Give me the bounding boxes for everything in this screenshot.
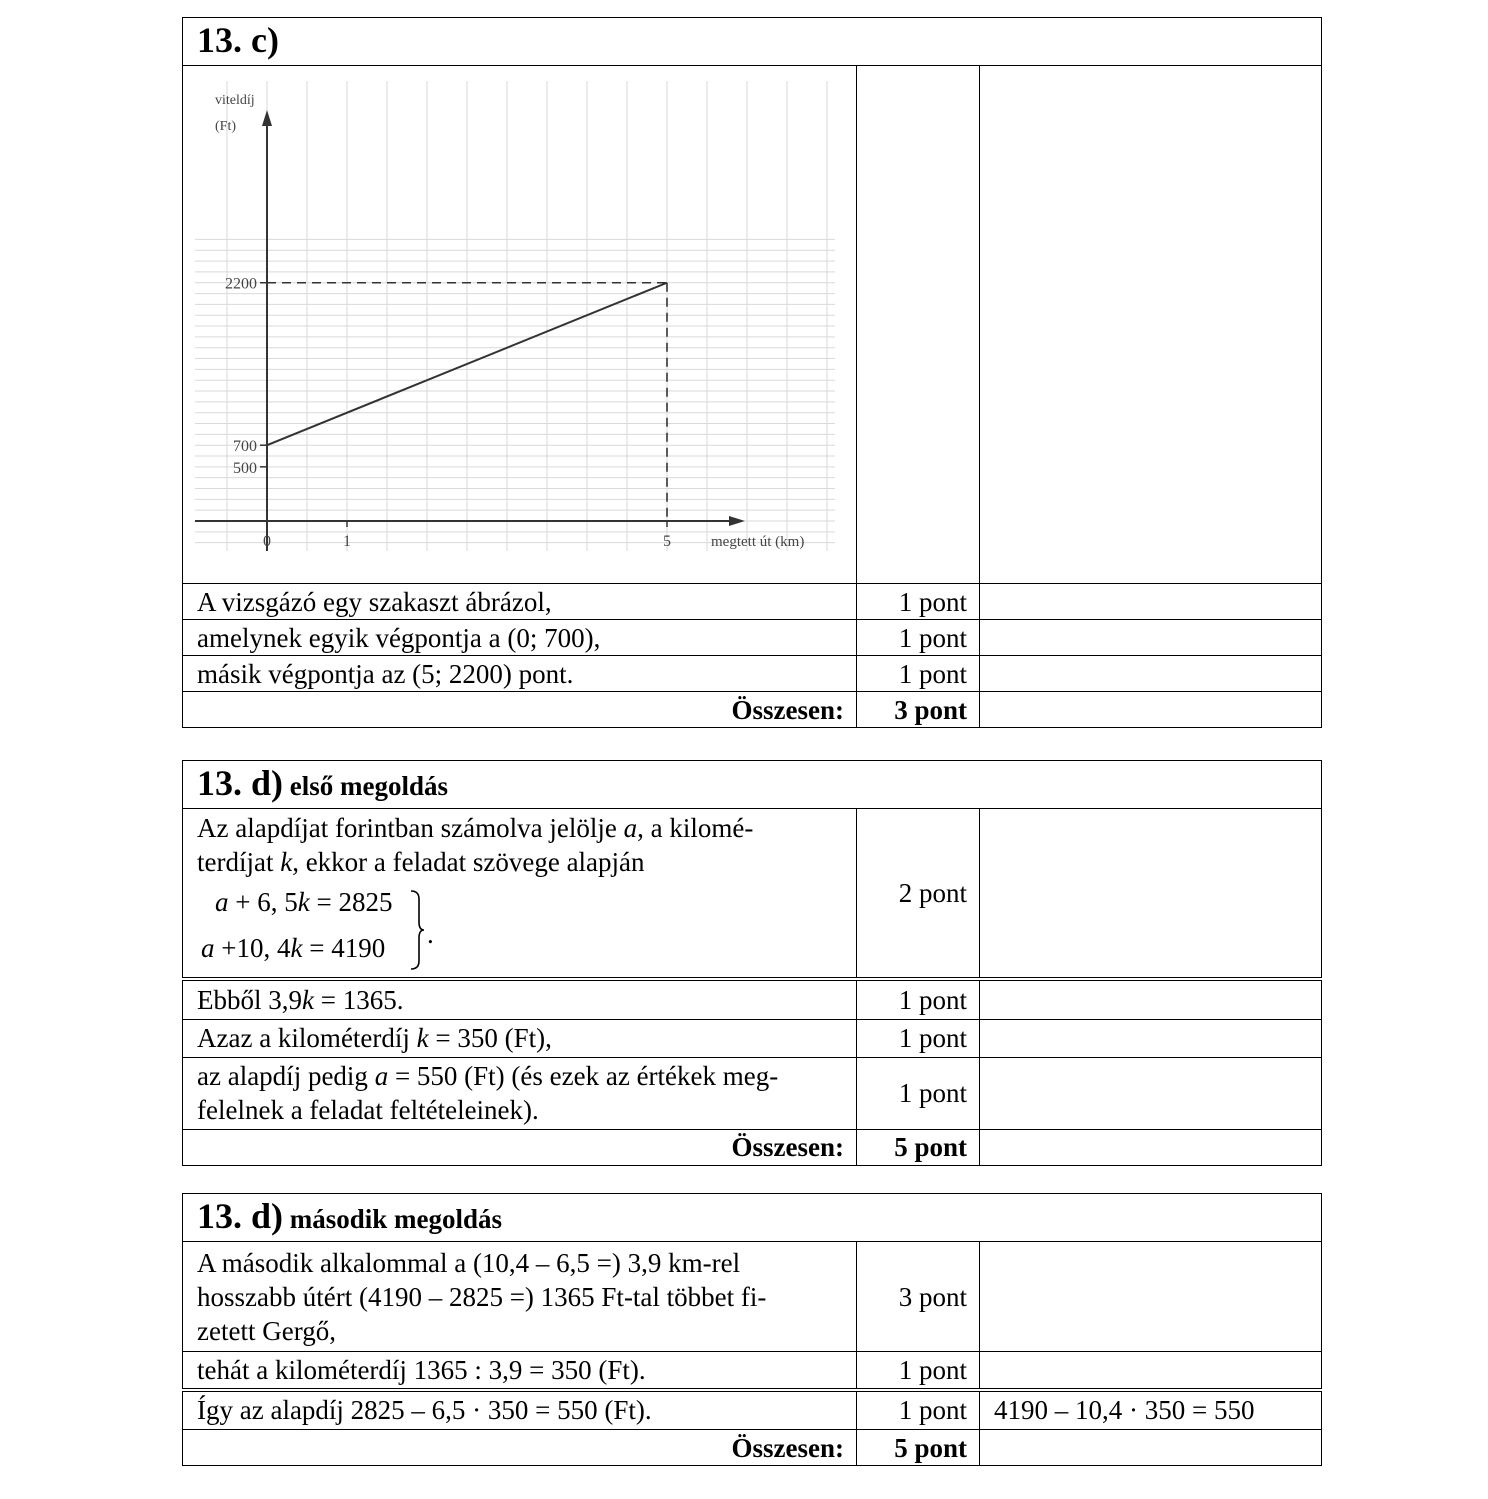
x-tick-label: 1	[343, 533, 351, 550]
c-row-1-note	[980, 584, 1322, 620]
y-tick-label: 2200	[225, 275, 257, 293]
c-total-label: Összesen:	[183, 692, 857, 728]
c-total-points: 3 pont	[857, 692, 980, 728]
x-axis-label: megtett út (km)	[711, 534, 805, 550]
x-tick-label: 5	[663, 533, 671, 550]
section-13d-first	[182, 760, 1322, 1166]
d2-row-1-text: A második alkalommal a (10,4 – 6,5 =) 3,9 km-rel hosszabb útért (4190 – 2825 =) 1365 Ft-tal többet fi- zetett Gergő,	[183, 1242, 857, 1352]
d1-row-3-points: 1 pont	[857, 1057, 980, 1129]
y-axis-unit-label: (Ft)	[215, 119, 236, 134]
d1-total-label: Összesen:	[183, 1129, 857, 1165]
d1-row-1-note	[980, 979, 1322, 1019]
d2-row-1-points: 3 pont	[857, 1242, 980, 1352]
d1-row-1-points: 1 pont	[857, 979, 980, 1019]
c-row-1-points: 1 pont	[857, 584, 980, 620]
c-row-3-text: másik végpontja az (5; 2200) pont.	[183, 656, 857, 692]
y-axis-arrow	[262, 110, 272, 126]
c-row-2-points: 1 pont	[857, 620, 980, 656]
d2-row-3-points: 1 pont	[857, 1390, 980, 1430]
d1-intro-note	[980, 809, 1322, 980]
d1-intro-points: 2 pont	[857, 809, 980, 980]
d1-row-2-note	[980, 1019, 1322, 1057]
d2-total-points: 5 pont	[857, 1430, 980, 1466]
section-13d-second	[182, 1193, 1322, 1466]
c-row-2-note	[980, 620, 1322, 656]
d1-row-2-text: Azaz a kilométerdíj k = 350 (Ft),	[183, 1019, 857, 1057]
d2-total-label: Összesen:	[183, 1430, 857, 1466]
section-13d-first-title: 13. d) első megoldás	[183, 761, 1322, 809]
d1-row-3-note	[980, 1057, 1322, 1129]
section-13d-second-title: 13. d) második megoldás	[183, 1194, 1322, 1242]
y-tick-label: 700	[233, 438, 257, 456]
d1-total-note	[980, 1129, 1322, 1165]
c-row-1-text: A vizsgázó egy szakaszt ábrázol,	[183, 584, 857, 620]
d2-row-2-text: tehát a kilométerdíj 1365 : 3,9 = 350 (Ft).	[183, 1352, 857, 1390]
section-13c-title: 13. c)	[183, 18, 1322, 66]
y-tick-label: 500	[233, 459, 257, 477]
chart-note-cell	[980, 66, 1322, 584]
x-tick-label: 0	[263, 533, 271, 550]
equation-system: a + 6, 5k = 2825 a +10, 4k = 4190 .	[197, 881, 844, 977]
d2-total-note	[980, 1430, 1322, 1466]
c-total-note	[980, 692, 1322, 728]
d1-total-points: 5 pont	[857, 1129, 980, 1165]
chart-cell	[183, 66, 857, 584]
c-row-3-points: 1 pont	[857, 656, 980, 692]
d1-row-3-text: az alapdíj pedig a = 550 (Ft) (és ezek az értékek meg- felelnek a feladat feltételeinek).	[183, 1057, 857, 1129]
x-axis-arrow	[729, 516, 745, 526]
d2-row-3-text: Így az alapdíj 2825 – 6,5 · 350 = 550 (Ft).	[183, 1390, 857, 1430]
section-13c	[182, 17, 1322, 728]
c-row-3-note	[980, 656, 1322, 692]
y-axis-label: viteldíj	[215, 93, 255, 108]
d2-row-1-note	[980, 1242, 1322, 1352]
d2-row-2-points: 1 pont	[857, 1352, 980, 1390]
c-row-2-text: amelynek egyik végpontja a (0; 700),	[183, 620, 857, 656]
d1-row-1-text: Ebből 3,9k = 1365.	[183, 979, 857, 1019]
d2-row-3-note: 4190 – 10,4 · 350 = 550	[980, 1390, 1322, 1430]
d1-intro: Az alapdíjat forintban számolva jelölje a, a kilomé- terdíjat k, ekkor a feladat szövege alapján a + 6, 5k = 2825 a +10, 4k = 4190 .	[183, 809, 857, 980]
d2-row-2-note	[980, 1352, 1322, 1390]
chart-points-cell	[857, 66, 980, 584]
right-brace-icon	[409, 889, 425, 971]
d1-row-2-points: 1 pont	[857, 1019, 980, 1057]
fare-chart	[183, 66, 857, 583]
